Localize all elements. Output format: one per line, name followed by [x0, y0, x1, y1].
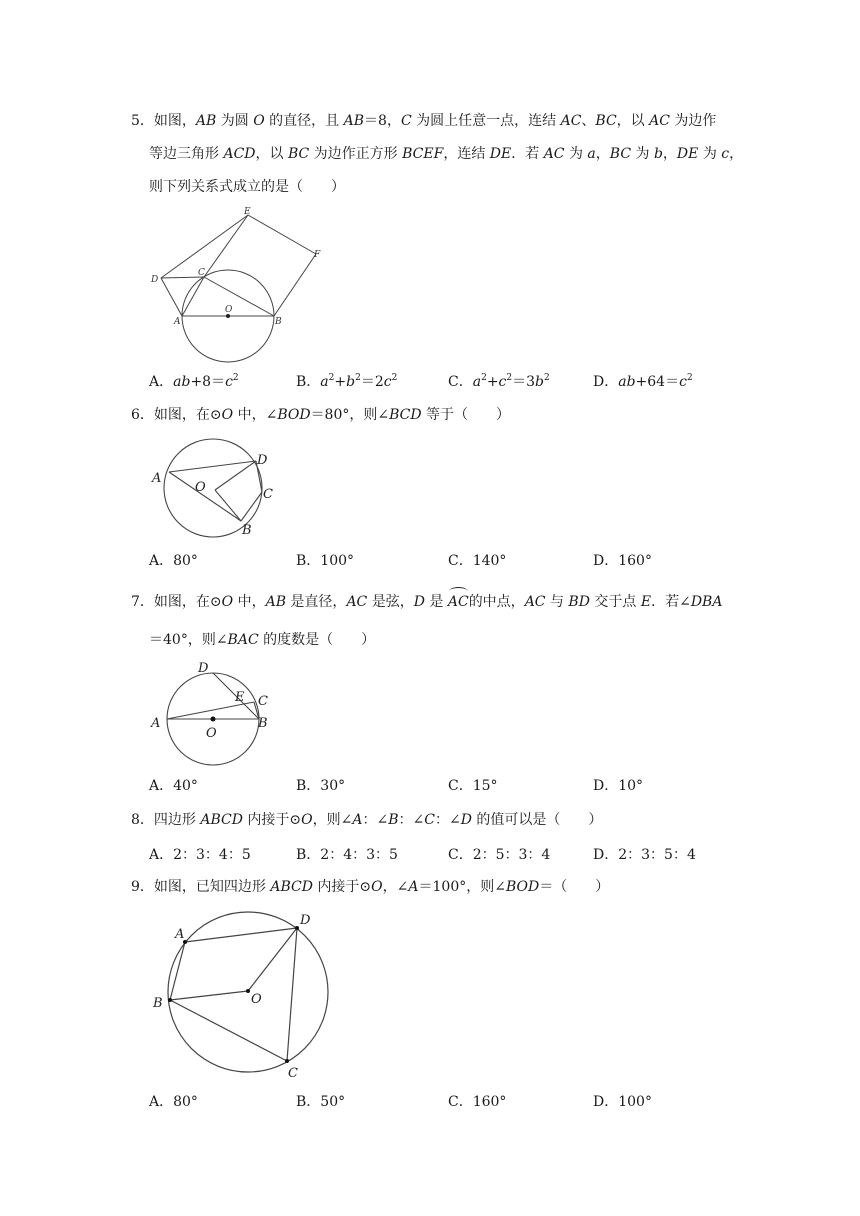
text-run: 中， — [233, 594, 266, 610]
q8-option-b[interactable]: B．2：4：3：5 — [296, 847, 398, 863]
q7-option-d[interactable]: D．10° — [593, 778, 644, 794]
math-symbol: a — [472, 374, 482, 390]
text-run: 为 — [698, 146, 722, 162]
math-symbol: C — [424, 812, 435, 828]
q8-option-d[interactable]: D．2：3：5：4 — [593, 847, 696, 863]
text-run: 中，∠ — [233, 407, 278, 423]
q6-option-a[interactable]: A．80° — [149, 553, 198, 569]
math-symbol: ABCD — [200, 812, 243, 828]
q5-segment-FB — [274, 254, 316, 316]
q5-line-2 — [149, 144, 743, 164]
q7-line-1 — [131, 592, 722, 612]
q5-option-b[interactable] — [296, 372, 397, 392]
text-run: 为 — [564, 146, 588, 162]
q5-segment-AC — [182, 277, 204, 316]
q9-label-D: D — [300, 913, 311, 928]
q8-line-1 — [131, 810, 602, 830]
q7-line-2 — [149, 630, 375, 650]
q6-line-1 — [131, 405, 510, 425]
text-run: 的直径，且 — [264, 113, 344, 129]
math-symbol: BC — [595, 113, 617, 129]
text-run: 如图， — [153, 113, 196, 129]
text-run: ， — [662, 146, 677, 162]
math-symbol: O — [371, 879, 383, 895]
q5-label-D: D — [151, 275, 159, 285]
q9-figure — [145, 905, 345, 1085]
math-symbol: BCD — [389, 407, 422, 423]
q9-point-D — [295, 926, 299, 930]
text-run: 是弦， — [367, 594, 414, 610]
q9-segment-OD — [248, 928, 297, 991]
q5-label-E: E — [244, 207, 251, 217]
superscript: 2 — [506, 373, 513, 383]
math-symbol: c — [225, 374, 233, 390]
math-symbol: ab — [173, 374, 191, 390]
q7-option-b[interactable]: B．30° — [296, 778, 346, 794]
q5-line-1-text — [154, 113, 716, 129]
math-symbol: O — [301, 812, 313, 828]
text-run: ＝40°，则∠ — [149, 632, 228, 648]
text-run: ，以 — [255, 146, 288, 162]
math-symbol: A — [352, 812, 363, 828]
text-run: C． — [448, 374, 473, 390]
text-run: 7．如图，在⊙ — [131, 594, 222, 610]
math-symbol: AC — [346, 594, 368, 610]
q5-line-2-text — [149, 146, 743, 162]
text-run: ＝80°，则∠ — [310, 407, 390, 423]
text-run: ， — [729, 146, 744, 162]
q9-segment-AB — [170, 942, 185, 1000]
math-symbol: D — [460, 812, 472, 828]
math-symbol: DE — [489, 146, 512, 162]
math-symbol: BAC — [227, 632, 259, 648]
text-run: ．若 — [511, 146, 544, 162]
text-run: 则下列关系式成立的是（ ） — [149, 179, 345, 195]
math-symbol: c — [498, 374, 507, 390]
q8-option-c[interactable]: C．2：5：3：4 — [448, 847, 551, 863]
text-run: D． — [593, 374, 619, 390]
q9-line-1-text — [131, 879, 609, 895]
q5-label-F: F — [314, 250, 321, 260]
q9-label-O: O — [251, 992, 262, 1007]
q9-segment-BO — [170, 991, 248, 1000]
q7-label-D: D — [198, 661, 209, 676]
math-symbol: AB — [343, 113, 365, 129]
math-symbol: BD — [568, 594, 590, 610]
math-symbol: BOD — [505, 879, 540, 895]
text-run: 9．如图，已知四边形 — [131, 879, 271, 895]
q6-label-O: O — [195, 480, 206, 495]
text-run: + — [486, 374, 499, 390]
q5-option-c[interactable] — [448, 372, 550, 392]
q5-number: 5． — [131, 113, 154, 129]
math-symbol: O — [221, 407, 234, 423]
math-symbol: b — [346, 374, 356, 390]
q9-center-dot — [246, 989, 250, 993]
q9-label-C: C — [288, 1066, 298, 1081]
math-symbol: AC — [524, 594, 546, 610]
text-run: B． — [296, 374, 321, 390]
q7-label-C: C — [258, 694, 268, 709]
math-symbol: DBA — [690, 594, 723, 610]
q7-option-c[interactable]: C．15° — [448, 778, 498, 794]
math-symbol: b — [535, 374, 545, 390]
math-symbol: BC — [287, 146, 310, 162]
q6-line-1-text — [131, 407, 510, 423]
math-symbol: ABCD — [270, 879, 313, 895]
superscript: 2 — [544, 373, 550, 383]
text-run: ：∠ — [362, 812, 389, 828]
text-run: ，以 — [616, 113, 650, 129]
text-run: ：∠ — [398, 812, 425, 828]
q5-segment-CE — [204, 215, 248, 277]
q9-option-b[interactable]: B．50° — [296, 1094, 346, 1110]
q7-label-A: A — [151, 716, 161, 731]
math-symbol: ab — [618, 374, 636, 390]
text-run: ，则∠ — [312, 812, 353, 828]
math-symbol: BCEF — [402, 146, 444, 162]
math-symbol: AC — [447, 594, 469, 610]
text-run: ，连结 — [443, 146, 490, 162]
superscript: 2 — [686, 373, 693, 383]
q5-segment-CB — [204, 277, 274, 316]
text-run: 为 — [631, 146, 654, 162]
text-run: 是直径， — [285, 594, 347, 610]
q7-label-O: O — [206, 726, 217, 741]
q9-option-d[interactable]: D．100° — [593, 1094, 652, 1110]
q5-label-B: B — [275, 317, 282, 327]
text-run: 为边作 — [669, 113, 717, 129]
q7-label-B: B — [258, 716, 268, 731]
text-run: ＝（ ） — [539, 879, 610, 895]
q5-line-3-text — [149, 179, 345, 195]
q7-line-2-text — [149, 632, 375, 648]
math-symbol: O — [221, 594, 234, 610]
math-symbol: a — [320, 374, 329, 390]
math-symbol: b — [653, 146, 663, 162]
text-run: +64＝ — [635, 374, 680, 390]
q9-segment-BC — [170, 1000, 287, 1061]
math-symbol: c — [721, 146, 730, 162]
q9-option-c[interactable]: C．160° — [448, 1094, 507, 1110]
text-run: 、 — [581, 113, 596, 129]
text-run: 交于点 — [589, 594, 641, 610]
q9-line-1 — [131, 877, 609, 897]
q9-point-B — [168, 998, 172, 1002]
text-run: 内接于⊙ — [312, 879, 372, 895]
math-symbol: BOD — [277, 407, 311, 423]
text-run: 为圆上任意一点，连结 — [411, 113, 561, 129]
q5-label-A: A — [174, 317, 181, 327]
q7-option-a[interactable]: A．40° — [149, 778, 198, 794]
math-symbol: AB — [195, 113, 217, 129]
math-symbol: DE — [676, 146, 699, 162]
q6-label-A: A — [152, 471, 162, 486]
text-run: ＝8， — [364, 113, 401, 129]
q9-point-C — [285, 1059, 289, 1063]
text-run: ＝3 — [512, 374, 536, 390]
text-run: 等边三角形 — [149, 146, 224, 162]
text-run: 为边作正方形 — [309, 146, 403, 162]
q9-option-a[interactable]: A．80° — [149, 1094, 198, 1110]
q7-line-1-text — [131, 594, 722, 610]
q5-option-a[interactable] — [149, 372, 239, 392]
text-run: ．若∠ — [651, 594, 691, 610]
math-symbol: AB — [265, 594, 286, 610]
q6-figure — [145, 435, 285, 540]
math-symbol: E — [640, 594, 652, 610]
superscript: 2 — [355, 373, 361, 383]
text-run: A． — [149, 374, 174, 390]
text-run: + — [334, 374, 347, 390]
text-run: 8．四边形 — [131, 812, 201, 828]
q8-line-1-text — [131, 812, 602, 828]
q7-label-E: E — [235, 690, 245, 705]
math-symbol: AC — [543, 146, 565, 162]
math-symbol: D — [413, 594, 425, 610]
q5-segment-AD — [161, 278, 182, 316]
text-run: +8＝ — [190, 374, 226, 390]
math-symbol: O — [253, 113, 265, 129]
q5-line-1 — [131, 111, 716, 131]
q5-figure — [140, 200, 340, 370]
math-symbol: AC — [649, 113, 670, 129]
q9-segment-DC — [287, 928, 297, 1061]
math-symbol: AC — [560, 113, 582, 129]
math-symbol: a — [587, 146, 596, 162]
q7-center-dot — [211, 717, 216, 722]
text-run: 是 — [424, 594, 448, 610]
text-run: 内接于⊙ — [242, 812, 302, 828]
superscript: 2 — [391, 373, 398, 383]
q5-label-C: C — [198, 268, 205, 278]
q9-label-A: A — [175, 927, 185, 942]
q6-label-B: B — [242, 523, 252, 538]
q5-line-3 — [149, 177, 345, 197]
text-run: ，∠ — [382, 879, 409, 895]
q6-label-C: C — [263, 487, 273, 502]
text-run: 为圆 — [216, 113, 254, 129]
math-symbol: C — [400, 113, 412, 129]
text-run: 等于（ ） — [421, 407, 511, 423]
math-symbol: c — [383, 374, 392, 390]
q6-option-b[interactable]: B．100° — [296, 553, 355, 569]
q8-option-a[interactable]: A．2：3：4：5 — [149, 847, 251, 863]
q5-segment-EF — [248, 215, 316, 254]
text-run: ， — [595, 146, 610, 162]
superscript: 2 — [481, 373, 487, 383]
math-symbol: ACD — [223, 146, 256, 162]
q6-option-d[interactable]: D．160° — [593, 553, 652, 569]
q5-option-d[interactable] — [593, 372, 693, 392]
q5-label-O: O — [225, 305, 233, 315]
q6-option-c[interactable]: C．140° — [448, 553, 507, 569]
text-run: 与 — [545, 594, 569, 610]
q9-label-B: B — [153, 996, 163, 1011]
superscript: 2 — [328, 373, 335, 383]
q7-figure — [145, 655, 285, 770]
math-symbol: BC — [609, 146, 632, 162]
text-run: 的中点， — [468, 594, 525, 610]
text-run: 的值可以是（ ） — [471, 812, 603, 828]
q6-label-D: D — [257, 453, 268, 468]
math-symbol: c — [679, 374, 687, 390]
text-run: 的度数是（ ） — [258, 632, 376, 648]
text-run: 6．如图，在⊙ — [131, 407, 222, 423]
text-run: ＝100°，则∠ — [418, 879, 506, 895]
math-symbol: B — [388, 812, 399, 828]
q9-segment-AD — [185, 928, 297, 942]
superscript: 2 — [232, 373, 239, 383]
math-symbol: A — [408, 879, 419, 895]
text-run: ：∠ — [434, 812, 461, 828]
text-run: ＝2 — [360, 374, 384, 390]
